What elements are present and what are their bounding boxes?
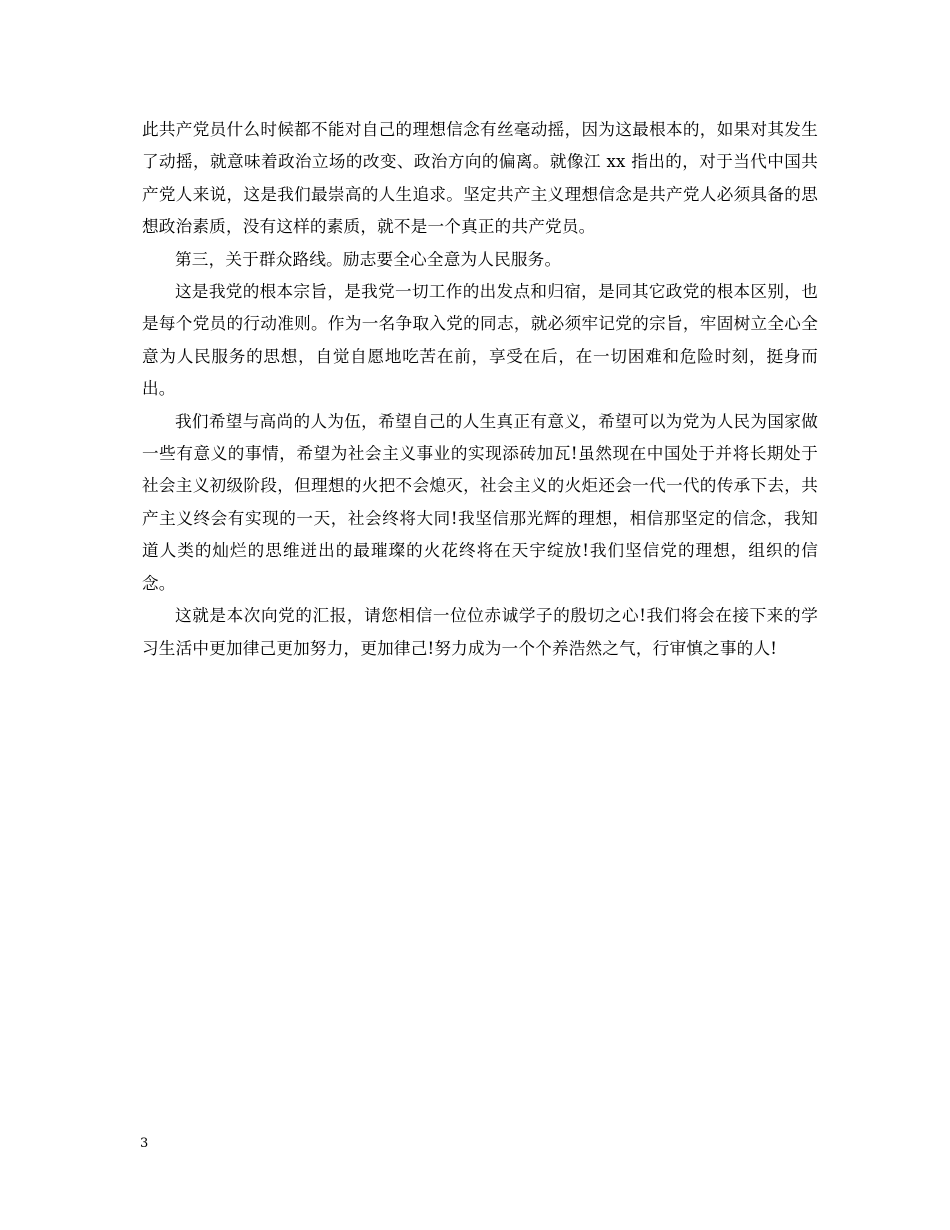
document-body (142, 114, 818, 665)
paragraph-heading-mass-line: 第三，关于群众路线。励志要全心全意为人民服务。 (175, 249, 562, 269)
page-number: 3 (140, 1136, 149, 1151)
paragraph-continuation: 此共产党员什么时候都不能对自己的理想信念有丝毫动摇，因为这最根本的，如果对其发生了动摇，就意味着政治立场的改变、政治方向的偏离。就像江 xx 指出的，对于当代中国共产党人来说，这是我们最崇高的人生追求。坚定共产主义理想信念是共产党人必须具备的思想政治素质，没有这样的素质，就不是一个真正的共产党员。 (142, 120, 818, 237)
paragraph-aspirations: 我们希望与高尚的人为伍，希望自己的人生真正有意义，希望可以为党为人民为国家做一些有意义的事情，希望为社会主义事业的实现添砖加瓦!虽然现在中国处于并将长期处于社会主义初级阶段，但理想的火把不会熄灭，社会主义的火炬还会一代一代的传承下去，共产主义终会有实现的一天，社会终将大同!我坚信那光辉的理想，相信那坚定的信念，我知道人类的灿烂的思维迸出的最璀璨的火花终将在天宇绽放!我们坚信党的理想，组织的信念。 (142, 411, 818, 593)
paragraph-party-purpose: 这是我党的根本宗旨，是我党一切工作的出发点和归宿，是同其它政党的根本区别，也是每个党员的行动准则。作为一名争取入党的同志，就必须牢记党的宗旨，牢固树立全心全意为人民服务的思想，自觉自愿地吃苦在前，享受在后，在一切困难和危险时刻，挺身而出。 (142, 282, 818, 399)
paragraph-closing: 这就是本次向党的汇报，请您相信一位位赤诚学子的殷切之心!我们将会在接下来的学习生活中更加律己更加努力，更加律己!努力成为一个个养浩然之气，行审慎之事的人! (142, 606, 818, 658)
